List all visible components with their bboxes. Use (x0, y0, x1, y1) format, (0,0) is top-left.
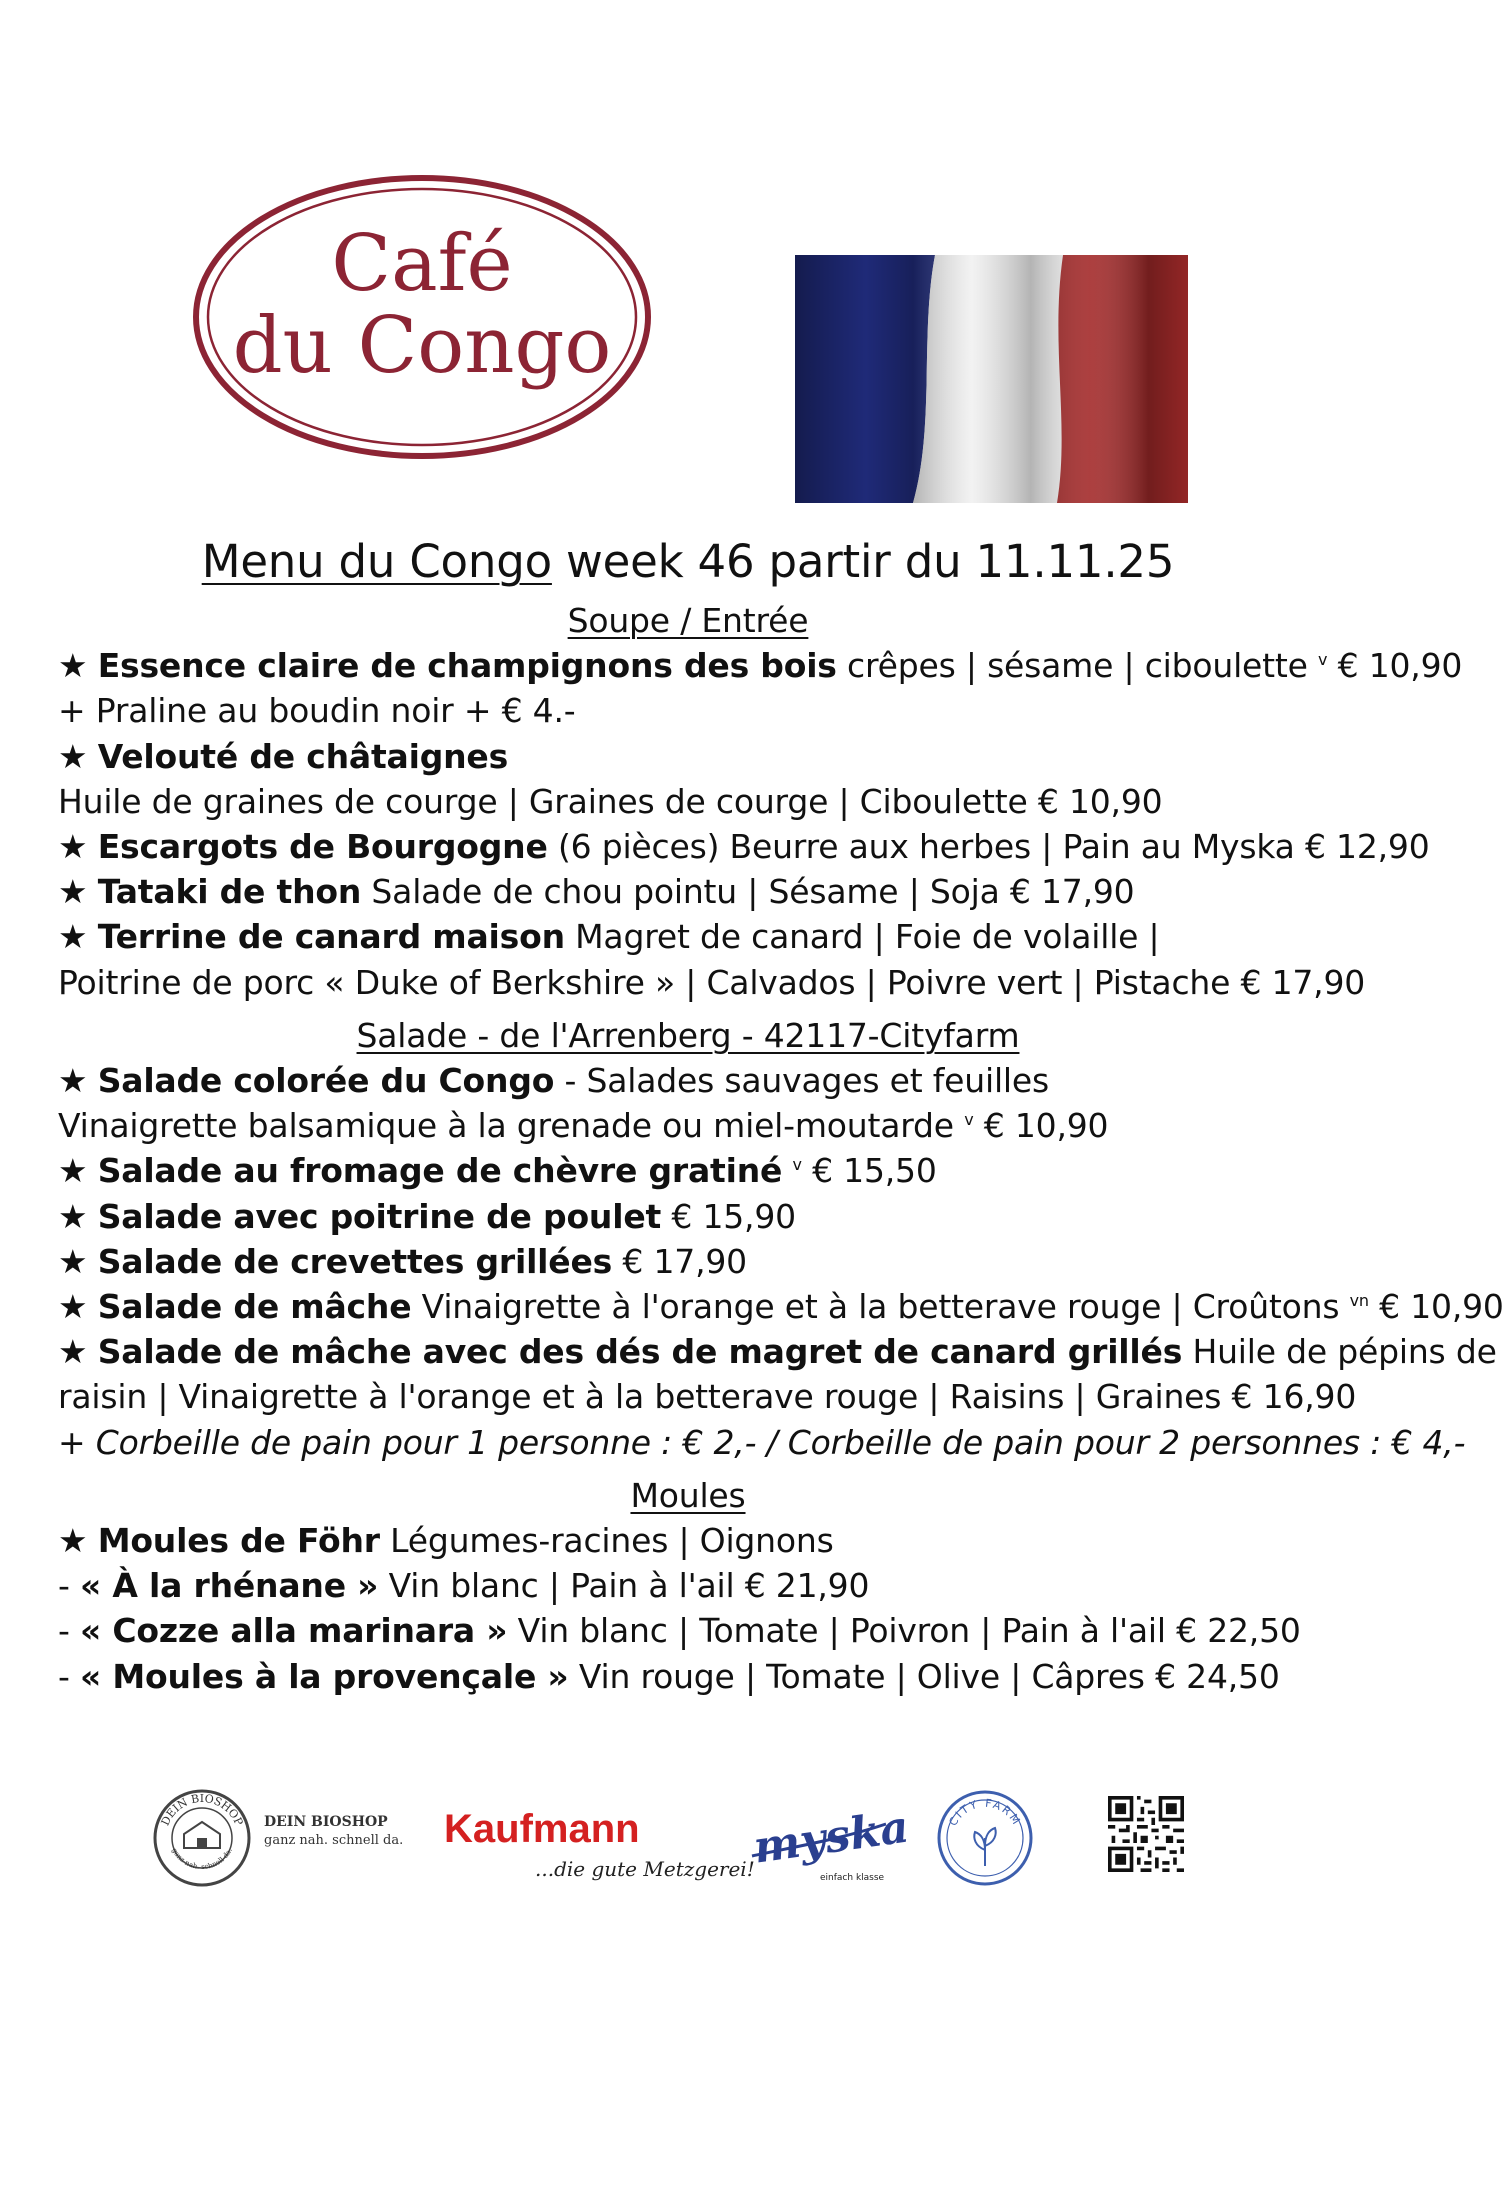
menu-item-extra: + Praline au boudin noir + € 4.- (58, 691, 576, 731)
menu-item: ★ Essence claire de champignons des bois crêpes | sésame | ciboulette $^v$ € 10,90 (58, 646, 1463, 686)
france-flag (795, 255, 1188, 503)
svg-text:ganz nah. schnell da.: ganz nah. schnell da. (170, 1846, 234, 1871)
kaufmann-logo (440, 1800, 755, 1890)
menu-item: ★ Velouté de châtaignes (58, 736, 509, 776)
dein-bioshop-logo (152, 1788, 252, 1888)
menu-item-detail: Vinaigrette balsamique à la grenade ou miel-moutarde $^v$ € 10,90 (58, 1106, 1109, 1146)
menu-item: ★ Salade de crevettes grillées € 17,90 (58, 1241, 747, 1281)
menu-item: ★ Salade colorée du Congo - Salades sauvages et feuilles (58, 1061, 1049, 1101)
svg-text:DEIN BIOSHOP: DEIN BIOSHOP (264, 1814, 388, 1830)
menu-item: ★ Salade avec poitrine de poulet € 15,90 (58, 1196, 796, 1236)
menu-item-variant: - « À la rhénane » Vin blanc | Pain à l'ail € 21,90 (58, 1566, 870, 1606)
svg-text:ganz nah. schnell da.: ganz nah. schnell da. (264, 1833, 404, 1848)
svg-text:Café: Café (331, 219, 513, 309)
menu-item: ★ Salade de mâche Vinaigrette à l'orange et à la betterave rouge | Croûtons $^{vn}$ € 10,90 (58, 1287, 1504, 1327)
qr-code[interactable] (1108, 1796, 1184, 1872)
sponsor-logos (0, 1780, 1350, 1900)
menu-item: ★ Moules de Föhr Légumes-racines | Oignons (58, 1521, 834, 1561)
cafe-du-congo-logo (190, 172, 654, 462)
svg-text:DEIN BIOSHOP: DEIN BIOSHOP (158, 1791, 246, 1828)
menu-title: Menu du Congo week 46 partir du 11.11.25 (201, 535, 1175, 588)
menu-item-detail: Poitrine de porc « Duke of Berkshire » | Calvados | Poivre vert | Pistache € 17,90 (58, 962, 1366, 1002)
section-heading-salade: Salade - de l'Arrenberg - 42117-Cityfarm (356, 1015, 1020, 1055)
menu-item: ★ Terrine de canard maison Magret de canard | Foie de volaille | (58, 917, 1160, 957)
svg-text:...die gute Metzgerei!: ...die gute Metzgerei! (535, 1857, 755, 1881)
svg-text:myska: myska (750, 1801, 912, 1874)
menu-content (58, 528, 1504, 1699)
svg-text:CITY FARM: CITY FARM (946, 1796, 1024, 1829)
menu-item-detail: Huile de graines de courge | Graines de courge | Ciboulette € 10,90 (58, 781, 1163, 821)
svg-text:du Congo: du Congo (232, 301, 612, 391)
bread-basket-note: + Corbeille de pain pour 1 personne : € 2,- / Corbeille de pain pour 2 personnes : € 4,- (58, 1422, 1466, 1462)
menu-item-detail: raisin | Vinaigrette à l'orange et à la betterave rouge | Raisins | Graines € 16,90 (58, 1377, 1357, 1417)
menu-item: ★ Tataki de thon Salade de chou pointu | Sésame | Soja € 17,90 (58, 872, 1135, 912)
svg-text:einfach klasse: einfach klasse (820, 1873, 885, 1883)
menu-item-variant: - « Cozze alla marinara » Vin blanc | Tomate | Poivron | Pain à l'ail € 22,50 (58, 1611, 1301, 1651)
menu-item: ★ Salade au fromage de chèvre gratiné $^v$ € 15,50 (58, 1151, 937, 1191)
menu-item: ★ Escargots de Bourgogne (6 pièces) Beurre aux herbes | Pain au Myska € 12,90 (58, 827, 1430, 867)
menu-item: ★ Salade de mâche avec des dés de magret de canard grillés Huile de pépins de (58, 1332, 1497, 1372)
section-heading-soupe: Soupe / Entrée (567, 601, 809, 640)
myska-logo (748, 1798, 912, 1890)
dein-bioshop-wordmark (262, 1806, 422, 1856)
svg-text:Kaufmann: Kaufmann (444, 1807, 640, 1851)
section-heading-moules: Moules (630, 1475, 746, 1515)
cityfarm-logo (935, 1788, 1035, 1888)
menu-item-variant: - « Moules à la provençale » Vin rouge | Tomate | Olive | Câpres € 24,50 (58, 1656, 1280, 1696)
